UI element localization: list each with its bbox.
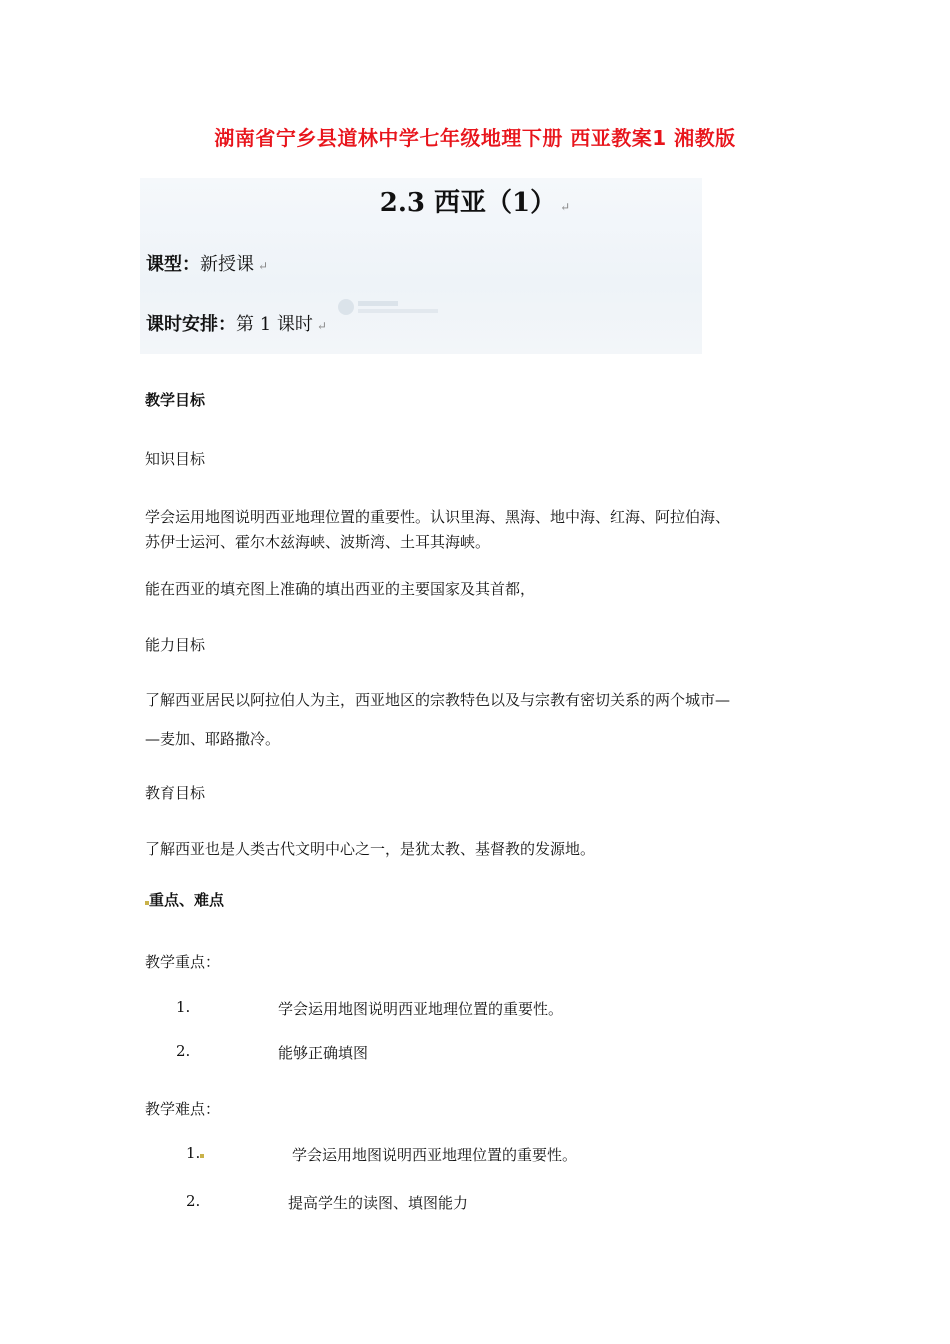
watermark-logo-icon [336, 296, 446, 318]
difficulty-item-2-number: 2. [186, 1192, 201, 1210]
difficulty-item-1-text: 学会运用地图说明西亚地理位置的重要性。 [292, 1146, 578, 1164]
lesson-type-line [146, 250, 268, 276]
lesson-title-text: 2.3 西亚（1） [379, 188, 557, 218]
paragraph-mark-icon: ↵ [258, 259, 269, 273]
lesson-title [0, 182, 950, 219]
education-heading: 教育目标 [145, 784, 206, 802]
focus-item-1-text: 学会运用地图说明西亚地理位置的重要性。 [278, 1000, 564, 1018]
knowledge-text-line-3: 能在西亚的填充图上准确的填出西亚的主要国家及其首都， [145, 580, 536, 598]
document-title: 湖南省宁乡县道林中学七年级地理下册 西亚教案1 湘教版 [214, 126, 736, 150]
ability-text-line-2: —麦加、耶路撒冷。 [145, 730, 281, 748]
lesson-schedule-label: 课时安排： [146, 314, 236, 335]
focus-item-2-number: 2. [176, 1042, 191, 1060]
lesson-type-value: 新授课 [200, 254, 254, 275]
key-points-heading-text: 重点、难点 [149, 891, 225, 909]
difficulty-item-2-text: 提高学生的读图、填图能力 [288, 1194, 469, 1212]
knowledge-heading: 知识目标 [145, 450, 206, 468]
objectives-heading: 教学目标 [145, 391, 206, 409]
lesson-type-label: 课型： [146, 254, 200, 275]
focus-heading: 教学重点： [145, 953, 221, 971]
paragraph-mark-icon: ↵ [560, 200, 571, 214]
knowledge-text-line-1: 学会运用地图说明西亚地理位置的重要性。认识里海、黑海、地中海、红海、阿拉伯海、 [145, 508, 731, 526]
focus-item-1-number: 1. [176, 998, 191, 1016]
knowledge-text-line-2: 苏伊士运河、霍尔木兹海峡、波斯湾、土耳其海峡。 [145, 533, 491, 551]
ability-text-line-1: 了解西亚居民以阿拉伯人为主，西亚地区的宗教特色以及与宗教有密切关系的两个城市— [145, 691, 731, 709]
ability-heading: 能力目标 [145, 636, 206, 654]
lesson-schedule-value: 第 1 课时 [236, 314, 313, 335]
education-text-line-1: 了解西亚也是人类古代文明中心之一，是犹太教、基督教的发源地。 [145, 840, 596, 858]
difficulty-heading: 教学难点： [145, 1100, 221, 1118]
focus-item-2-text: 能够正确填图 [278, 1044, 369, 1062]
difficulty-item-1-number-text: 1. [186, 1144, 201, 1162]
lesson-schedule-line [146, 310, 327, 336]
edit-mark-icon [200, 1154, 204, 1158]
paragraph-mark-icon: ↵ [316, 319, 327, 333]
key-points-heading [145, 888, 224, 912]
difficulty-item-1-number [186, 1144, 204, 1162]
